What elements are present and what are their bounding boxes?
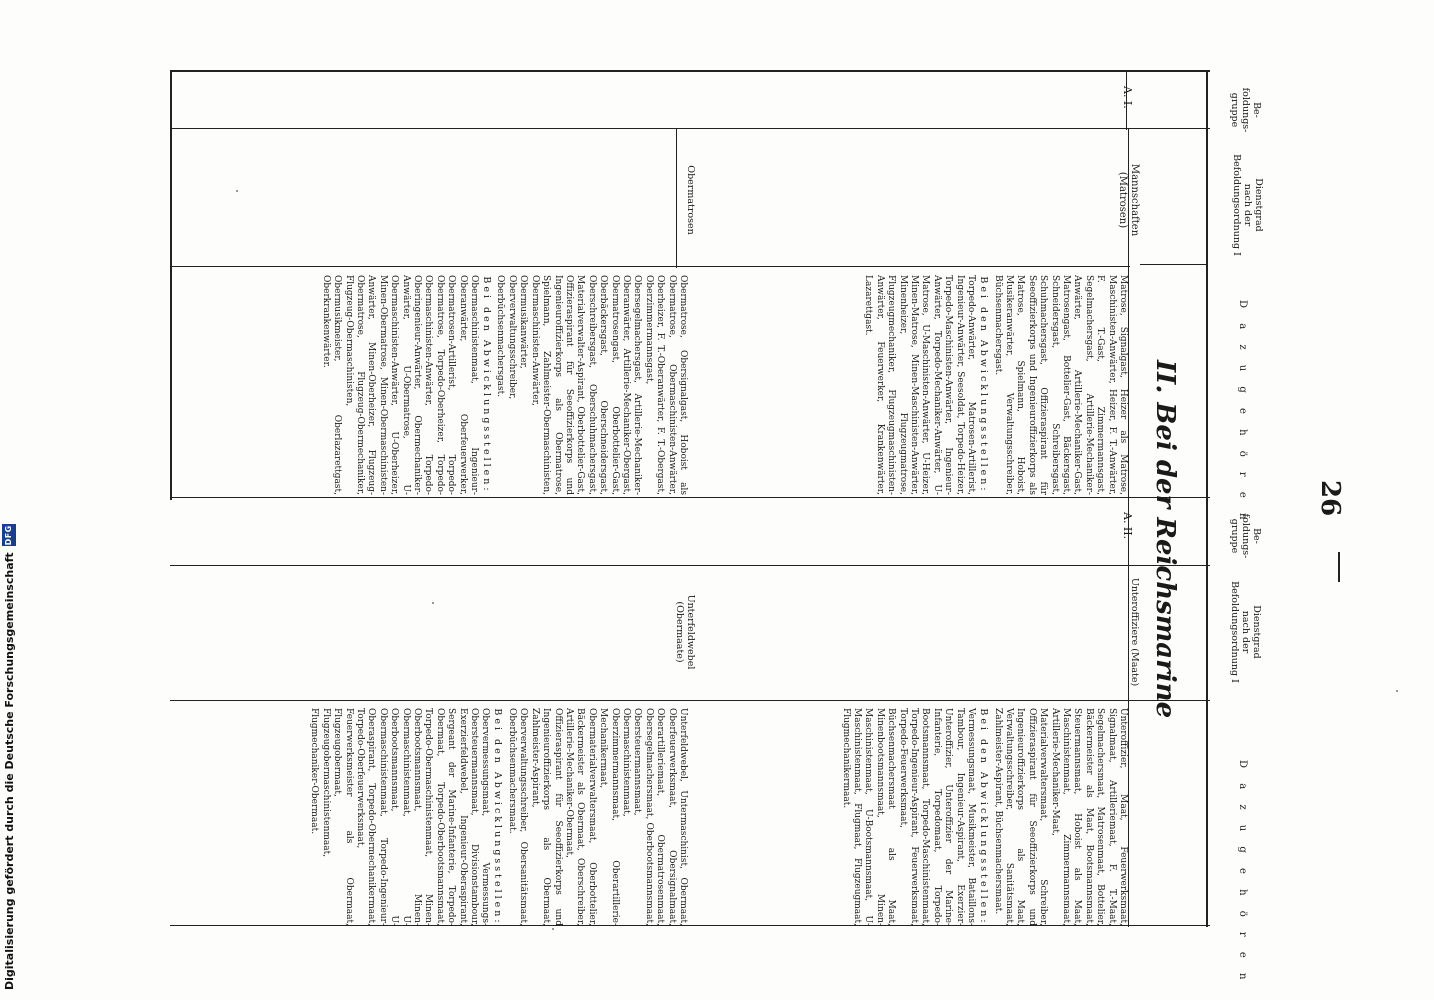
left-row1-subhead: Bei den Abwicklungsstellen: bbox=[978, 276, 990, 494]
right-row1-subhead: Bei den Abwicklungsstellen: bbox=[978, 708, 990, 926]
rule-mid bbox=[170, 497, 1210, 498]
footer-text: Digitalisierung gefördert durch die Deutsche Forschungsgemeinschaft bbox=[2, 552, 16, 990]
rank-unterfeldwebel: Unterfeldwebel (Obermaate) bbox=[674, 594, 696, 670]
rule-v-left-edge bbox=[170, 70, 172, 500]
scan-speck bbox=[552, 928, 554, 930]
left-row2-text: Obermatrose, Obersignalgast, Hoboist als Obermatrose, Obermaschinisten-Anwärter, Oberheizer, F. T.-Oberanwärter, F. T.-Obergast, Oberzimmermannsgast, Obersegelmachersgast, Artillerie-Mechaniker-Oberanwärter, Artillerie-Mechaniker-Obergast, Obermatrosengast, Oberbottelier-Gast, Oberbäckersgast, Oberschneidersgast, Oberschreibersgast, Oberschuhmachersgast, Materialverwalter-Aspirant, Oberbottelier-Gast, Offizieraspirant für Seeoffizierkorps und Ingenieuroffizierkorps als Obermatrose, Spielmann, Zahlmeister-Obermaschinisten, Obermaschinisten-Anwärter, Obermusikanwärter, Oberverwaltungsschreiber, Oberbüchsenmachersgast. bbox=[495, 275, 688, 495]
scan-speck bbox=[1396, 690, 1398, 692]
right-row2-text: Unterfeldwebel, Untermaschinist, Obermaat, Oberfeuerwerksmaat, Obersignalmaat, Oberartilleriemaat, Obermatrosenmaat, Obersegelmachersmaat, Oberbootsmannsmaat, Obersteuermannsmaat, Obermaschinistenmaat, Oberzimmermannsmaat, Oberartillerie-Mechanikermaat, Obermaterialverwaltersmaat, Oberbottelier, Bäckermeister als Obermaat, Oberschreiber, Artillerie-Mechaniker-Obermaat, Offizieraspirant für Seeoffizierkorps und Ingenieuroffizierkorps als Obermaat, Zahlmeister-Aspirant, Oberverwaltungsschreiber, Obersanitätsmaat, Oberbüchsenmachersmaat. bbox=[506, 708, 688, 926]
rule-header-right bbox=[170, 565, 1210, 566]
header-group-left: Be- foldungs- gruppe bbox=[1229, 87, 1262, 133]
page-dash-rot bbox=[1338, 552, 1340, 582]
right-row2-block bbox=[188, 708, 688, 926]
title-rot: II. Bei der Reichsmarine bbox=[1150, 360, 1180, 719]
header-belongs-left: D a z u g e h ö r e n bbox=[1237, 300, 1248, 526]
right-row1-subtext: Vermessungsmaat, Musikmeister, Bataillons-Tambour, Ingenieur-Aspirant, Exerzier-Unteroffizier, Unteroffizier der Marine-Infanterie, Torpedomaat, Torpedo-Bootsmannsmaat, Torpedo-Maschinistenmaat, Torpedo-Ingenieur-Aspirant, Feuerwerksmaat, Torpedo-Feuerwerksmaat, Büchsenmachersmaat als Maat, Minenbootsmannsmaat, Minen-Maschinistenmaat, U-Bootsmannsmaat, U-Maschinistenmaat, Flugmaat, Flugzeugmaat, Flugmechanikermaat. bbox=[840, 708, 977, 926]
left-row2-subtext: Obermaschinistenmaat, Ingenieur-Oberanwärter, Oberfeuerwerker, Obermatrosen-Artillerist, Torpedo-Obermatrose, Torpedo-Oberheizer, Torpedo-Obermaschinisten-Anwärter, Torpedo-Oberingenieur-Anwärter, Obermechaniker-Anwärter, U-Obermatrose, U-Obermaschinisten-Anwärter, U-Oberheizer, Minen-Obermatrose, Minen-Obermaschinisten-Anwärter, Minen-Oberheizer, Flugzeug-Obermatrose, Flugzeug-Obermechaniker, Flugzeug-Obermaschinisten, Obermusikmeister, Oberlazarettgast, Oberkrankenwärter. bbox=[320, 275, 480, 495]
rank-obermatrosen: Obermatrosen bbox=[685, 165, 696, 235]
group-left: A. I. bbox=[1121, 86, 1134, 109]
rank-mannschaften: Mannschaften (Matrosen) bbox=[1117, 163, 1140, 237]
right-row2-subhead: Bei den Abwicklungsstellen: bbox=[492, 708, 504, 926]
rule-v-group-col-right bbox=[1128, 497, 1129, 927]
header-rank-left: Dienstgrad nach der Befoldungsordnung I bbox=[1231, 154, 1264, 256]
rule-header-left bbox=[170, 128, 1210, 129]
header-belongs-right: D a z u g e h ö r e n bbox=[1237, 760, 1248, 986]
left-row1-text: Matrose, Signalgast, Heizer als Matrose, Maschinisten-Anwärter, Heizer, F. T.-Anwärter, F. T.-Gast, Zimmermannsgast, Segelmachersgast, Artillerie-Mechaniker-Anwärter, Artillerie-Mechaniker-Gast, Matrosengast, Bottelier-Gast, Bäckersgast, Schneidersgast, Schreibersgast, Schuhmachersgast, Offizieraspirant für Seeoffizierkorps und Ingenieuroffizierkorps als Matrose, Spielmann, Hoboist, Musikeranwärter, Verwaltungsschreiber, Büchsenmachersgast. bbox=[992, 275, 1128, 495]
header-group-right: Be- foldungs- gruppe bbox=[1229, 513, 1262, 559]
digitization-footer bbox=[2, 524, 16, 990]
dfg-logo-icon: DFG bbox=[2, 524, 16, 546]
rule-rank-col bbox=[170, 266, 1130, 267]
rule-row-divider-left bbox=[676, 128, 677, 268]
left-row1-block bbox=[688, 275, 1128, 495]
page-number-rot: 26 bbox=[1315, 480, 1345, 517]
scan-speck bbox=[432, 602, 434, 604]
rank-unteroffiziere: Unteroffiziere (Maate) bbox=[1129, 577, 1140, 687]
right-row1-text: Unteroffizier, Maat, Feuerwerksmaat, Signalmaat, Artilleriemaat, F. T.-Maat, Segelmachersmaat, Matrosenmaat, Bottelier, Bäckermeister als Maat, Bootsmannsmaat, Steuermannsmaat, Hoboist als Maat, Maschinistenmaat, Zimmermannsmaat, Artillerie-Mechaniker-Maat, Materialverwaltersmaat, Schreiber, Offizieraspirant für Seeoffizierkorps und Ingenieuroffizierkorps als Maat, Verwaltungsschreiber, Sanitätsmaat, Zahlmeister-Aspirant, Büchsenmachersmaat. bbox=[992, 708, 1128, 926]
rule-top-left bbox=[170, 70, 1210, 72]
right-row1-block bbox=[688, 708, 1128, 926]
rule-v-right-right bbox=[1206, 497, 1208, 927]
group-right: A. II. bbox=[1121, 512, 1134, 540]
left-row2-subhead: Bei den Abwicklungsstellen: bbox=[481, 276, 493, 494]
scan-speck bbox=[236, 190, 238, 192]
left-row1-subtext: Torpedo-Anwärter, Matrosen-Artillerist, Ingenieur-Anwärter, Seesoldat, Torpedo-Heizer, Torpedo-Maschinisten-Anwärter, Ingenieur-Anwärter, Torpedo-Mechaniker-Anwärter, U-Matrose, U-Maschinisten-Anwärter, U-Heizer, Minen-Matrose, Minen-Maschinisten-Anwärter, Minenheizer, Flugzeugmatrose, Flugzeugmechaniker, Flugzeugmaschinisten-Anwärter, Feuerwerker, Krankenwärter, Lazarettgast. bbox=[863, 275, 977, 495]
header-rank-right: Dienstgrad nach der Befoldungsordnung I bbox=[1229, 581, 1262, 683]
rule-rank-col-right bbox=[170, 700, 1210, 701]
right-row2-subtext: Obervermessungsmaat, Vermessungs-Obersteuermannsmaat, Divisionstambour, Exerzierfeldwebel, Ingenieur-Oberaspirant, Sergeant der Marine-Infanterie, Torpedo-Obermaat, Torpedo-Oberbootsmannsmaat, Torpedo-Obermaschinistenmaat, Minen-Oberbootsmannsmaat, Minen-Obermaschinistenmaat, U-Oberbootsmannsmaat, U-Obermaschinistenmaat, Torpedo-Ingenieur-Oberaspirant, Torpedo-Obermechanikermaat, Torpedo-Oberfeuerwerksmaat, Feuerwerksmeister als Obermaat, Flugzeugobermaat, Flugzeugobermaschinistenmaat, Flugmechaniker-Obermaat. bbox=[309, 708, 491, 926]
left-row2-block bbox=[188, 275, 688, 495]
rule-v-left-right bbox=[1206, 70, 1208, 500]
